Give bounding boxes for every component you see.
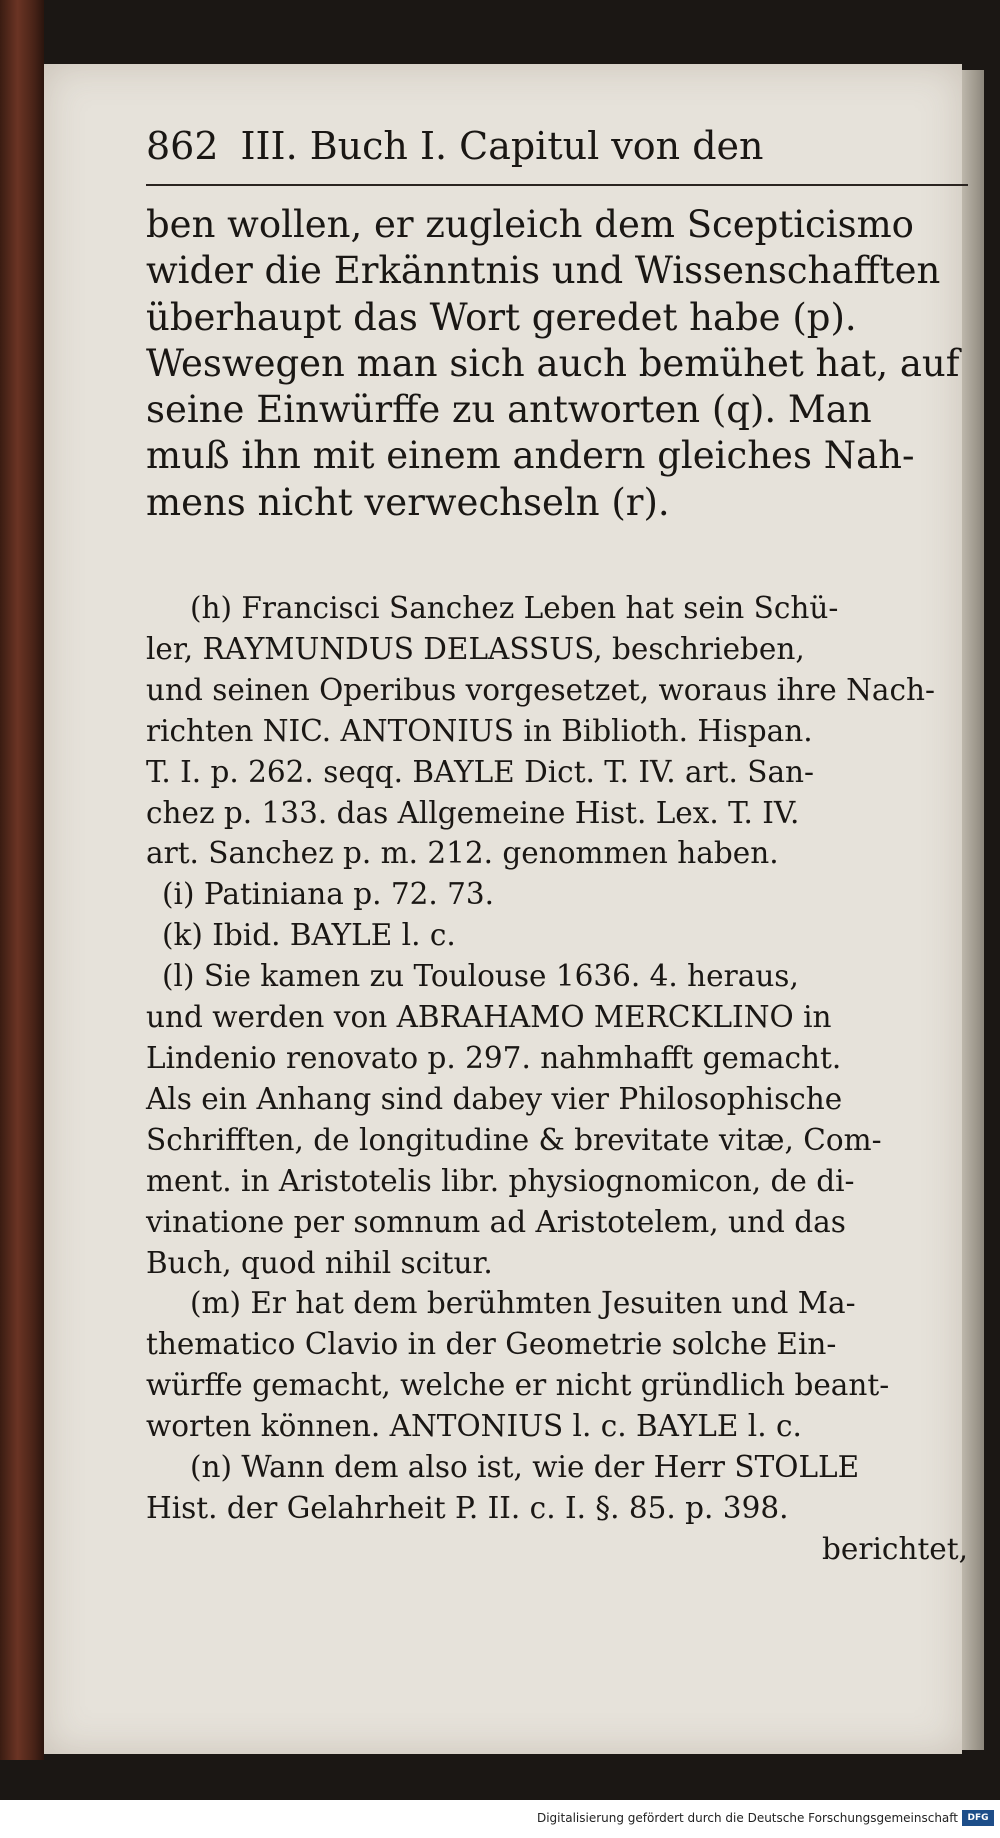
dfg-logo-icon: DFG xyxy=(962,1810,994,1826)
footnote-l-line: Schrifften, de longitudine & brevitate vitæ, Com- xyxy=(146,1122,882,1157)
footnote-l-line: (l) Sie kamen zu Toulouse 1636. 4. heraus, xyxy=(162,959,799,994)
main-line: wider die Erkänntnis und Wissenschafften xyxy=(146,249,941,293)
footnote-m-line: würffe gemacht, welche er nicht gründlich beant- xyxy=(146,1368,890,1403)
footnote-m-line: worten können. ANTONIUS l. c. BAYLE l. c. xyxy=(146,1409,802,1444)
main-line: seine Einwürffe zu antworten (q). Man xyxy=(146,388,872,432)
running-title: III. Buch I. Capitul von den xyxy=(240,124,764,168)
footnote-l-line: vinatione per somnum ad Aristotelem, und das xyxy=(146,1204,846,1239)
digitization-footer xyxy=(0,1800,1000,1838)
footnote-h-line: und seinen Operibus vorgesetzet, woraus ihre Nach- xyxy=(146,672,935,707)
footnote-l-line: Als ein Anhang sind dabey vier Philosophische xyxy=(146,1081,843,1116)
footnotes xyxy=(146,588,968,1570)
footnote-n-line: (n) Wann dem also ist, wie der Herr STOLLE xyxy=(190,1450,860,1485)
running-header xyxy=(146,124,968,186)
footnote-m-line: (m) Er hat dem berühmten Jesuiten und Ma- xyxy=(190,1286,856,1321)
main-text xyxy=(146,202,968,526)
footnote-h-line: richten NIC. ANTONIUS in Biblioth. Hispan. xyxy=(146,713,813,748)
footnote-l-line: Lindenio renovato p. 297. nahmhafft gemacht. xyxy=(146,1040,842,1075)
footnote-h-line: ler, RAYMUNDUS DELASSUS, beschrieben, xyxy=(146,631,805,666)
footnote-l-line: Buch, quod nihil scitur. xyxy=(146,1245,493,1280)
main-line: Weswegen man sich auch bemühet hat, auf xyxy=(146,341,960,385)
main-line: überhaupt das Wort geredet habe (p). xyxy=(146,295,857,339)
page-number: 862 xyxy=(146,124,219,168)
digitization-note: Digitalisierung gefördert durch die Deutsche Forschungsgemeinschaft xyxy=(536,1811,958,1825)
footnote-h-line: (h) Francisci Sanchez Leben hat sein Schü- xyxy=(190,591,839,625)
main-line: mens nicht verwechseln (r). xyxy=(146,480,670,524)
main-line: ben wollen, er zugleich dem Scepticismo xyxy=(146,203,914,246)
footnote-i: (i) Patiniana p. 72. 73. xyxy=(162,877,495,912)
book-binding xyxy=(0,0,44,1760)
footnote-k: (k) Ibid. BAYLE l. c. xyxy=(162,918,456,953)
footnote-l-line: ment. in Aristotelis libr. physiognomicon, de di- xyxy=(146,1163,855,1198)
footnote-l-line: und werden von ABRAHAMO MERCKLINO in xyxy=(146,1000,832,1035)
footnote-n-line: Hist. der Gelahrheit P. II. c. I. §. 85. p. 398. xyxy=(146,1490,789,1525)
footnote-m-line: thematico Clavio in der Geometrie solche Ein- xyxy=(146,1327,837,1362)
footnote-h-line: T. I. p. 262. seqq. BAYLE Dict. T. IV. art. San- xyxy=(146,754,815,789)
catchword: berichtet, xyxy=(822,1531,968,1566)
footnote-h-line: art. Sanchez p. m. 212. genommen haben. xyxy=(146,836,779,871)
footnote-h-line: chez p. 133. das Allgemeine Hist. Lex. T. IV. xyxy=(146,795,800,830)
main-line: muß ihn mit einem andern gleiches Nah- xyxy=(146,434,915,478)
